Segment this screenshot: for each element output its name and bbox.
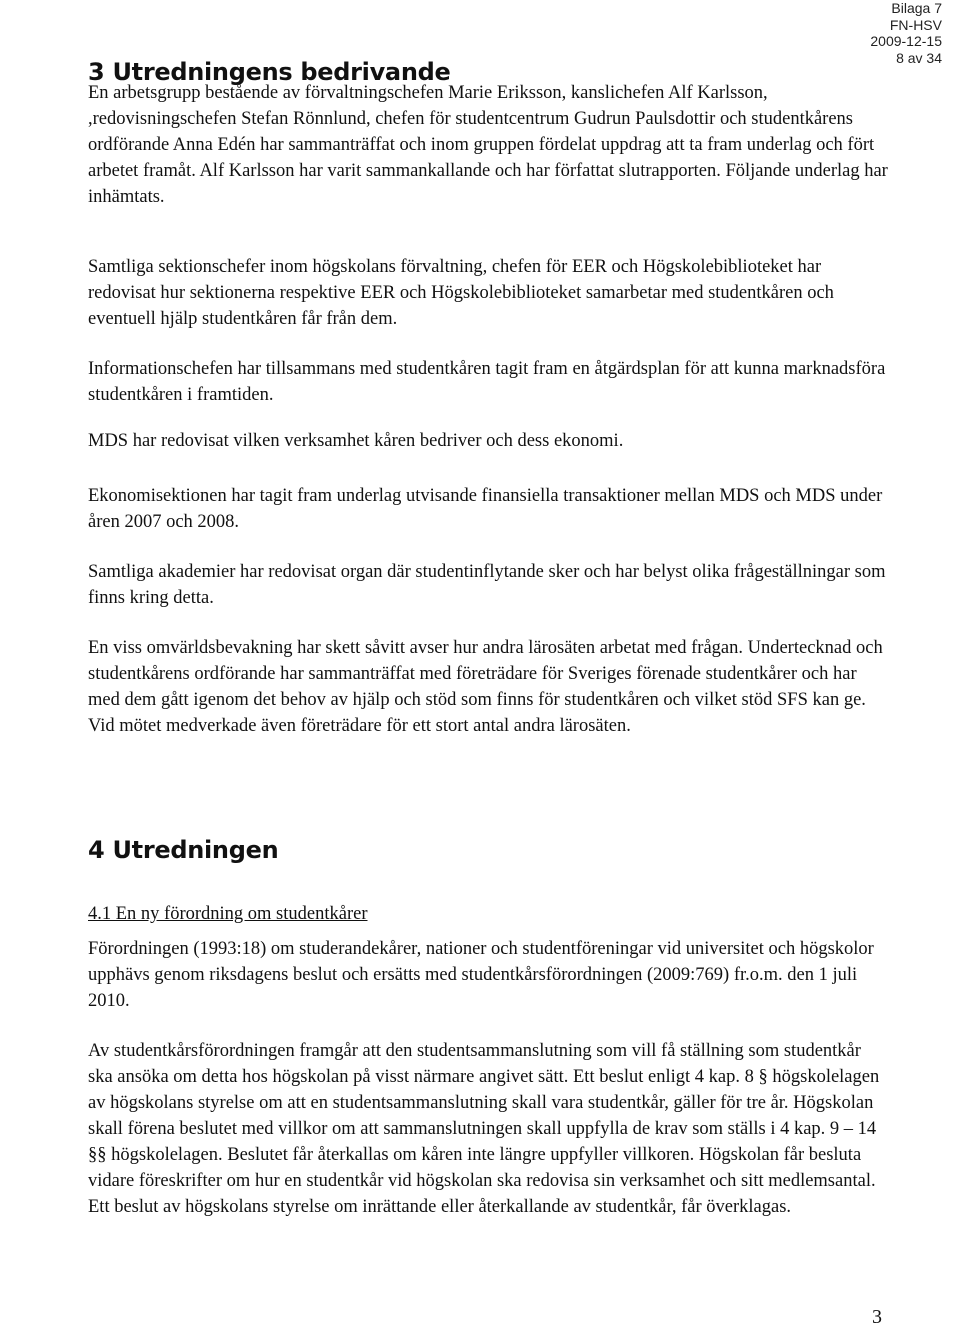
section-3-heading: 3 Utredningens bedrivande	[88, 58, 451, 86]
section-4-paragraph-1: Förordningen (1993:18) om studerandekårer, nationer och studentföreningar vid universitet och högskolor upphävs genom riksdagens beslut och ersätts med studentkårsförordningen (2009:769) fr.o.m. den 1 juli 2010.	[88, 939, 874, 1011]
section-3-paragraph-2: Samtliga sektionschefer inom högskolans förvaltning, chefen för EER och Högskolebiblioteket har redovisat hur sektionerna respektive EER och Högskolebiblioteket samarbetar med studentkåren och eventuell hjälp studentkåren får från dem.	[88, 257, 834, 329]
document-header	[870, 0, 942, 66]
section-3-paragraph-1: En arbetsgrupp bestående av förvaltningschefen Marie Eriksson, kanslichefen Alf Karlsson, ,redovisningschefen Stefan Rönnlund, chefen för studentcentrum Gudrun Paulsdottir och studentkårens ordförande Anna Edén har sammanträffat och inom gruppen fördelat uppdrag att ta fram underlag och fört arbetet framåt. Alf Karlsson har varit sammankallande och har författat slutrapporten. Följande underlag har inhämtats.	[88, 83, 888, 207]
page-number: 3	[872, 1306, 882, 1328]
page-of-total: 8 av 34	[896, 49, 942, 66]
section-4-heading: 4 Utredningen	[88, 836, 279, 864]
section-3-paragraph-5: Ekonomisektionen har tagit fram underlag utvisande finansiella transaktioner mellan MDS och MDS under åren 2007 och 2008.	[88, 486, 883, 532]
document-date: 2009-12-15	[870, 33, 942, 49]
section-3-paragraph-4: MDS har redovisat vilken verksamhet kåren bedriver och dess ekonomi.	[88, 431, 624, 451]
reference-code: FN-HSV	[889, 16, 942, 33]
section-3-paragraph-7: En viss omvärldsbevakning har skett såvitt avser hur andra lärosäten arbetat med frågan. Undertecknad och studentkårens ordförande har sammanträffat med företrädare för Sveriges förenade studentkårer och har med dem gått igenom det behov av hjälp och stöd som finns för studentkåren och vilket stöd SFS kan ge. Vid mötet medverkade även företrädare för ett stort antal andra lärosäten.	[88, 638, 883, 736]
attachment-label: Bilaga 7	[891, 0, 942, 16]
subsection-4-1-heading: 4.1 En ny förordning om studentkårer	[88, 904, 368, 924]
section-3-paragraph-3: Informationschefen har tillsammans med studentkåren tagit fram en åtgärdsplan för att kunna marknadsföra studentkåren i framtiden.	[88, 359, 886, 405]
section-3-paragraph-6: Samtliga akademier har redovisat organ där studentinflytande sker och har belyst olika frågeställningar som finns kring detta.	[88, 562, 886, 608]
section-4-paragraph-2: Av studentkårsförordningen framgår att den studentsammanslutning som vill få ställning som studentkår ska ansöka om detta hos högskolan på visst närmare angivet sätt. Ett beslut enligt 4 kap. 8 § högskolelagen av högskolans styrelse om att en studentsammanslutning skall vara studentkår, gäller för tre år. Högskolan skall förena beslutet med villkor om att sammanslutningen skall uppfylla de krav som ställs i 4 kap. 9 – 14 §§ högskolelagen. Beslutet får återkallas om kåren inte längre uppfyller villkoren. Högskolan får besluta vidare föreskrifter om hur en studentkår vid högskolan ska redovisa sin verksamhet och sitt medlemsantal. Ett beslut av högskolans styrelse om inrättande eller återkallande av studentkår, får överklagas.	[88, 1041, 880, 1217]
